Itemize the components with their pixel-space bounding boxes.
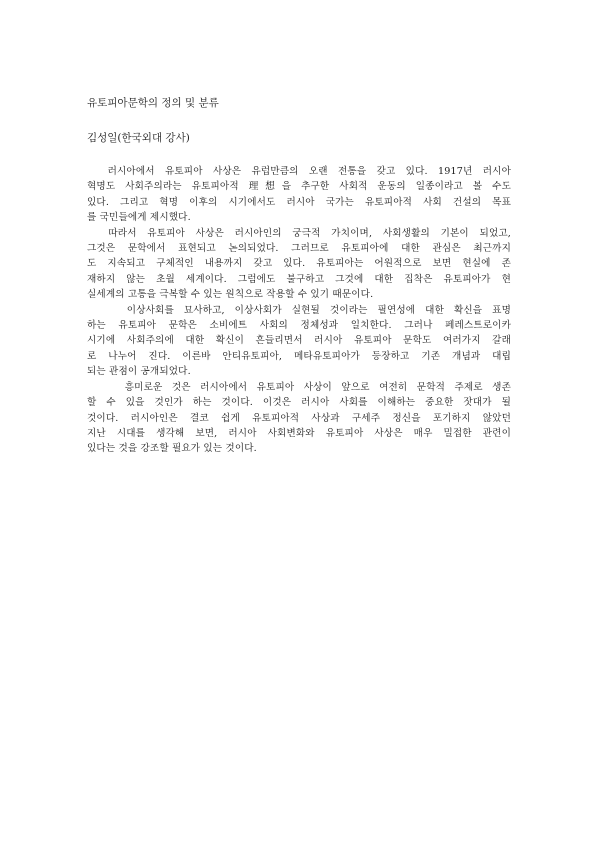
text-line: 따라서 유토피아 사상은 러시아인의 궁극적 가치이며, 사회생활의 기본이 되었고, — [87, 227, 511, 239]
document-author: 김성일(한국외대 강사) — [87, 132, 190, 144]
text-line: 이상사회를 묘사하고, 이상사회가 실현될 것이라는 필연성에 대한 확신을 표명 — [87, 304, 511, 316]
text-line: 되는 관점이 공개되었다. — [87, 366, 191, 378]
text-line: 도 지속되고 구체적인 내용까지 갖고 있다. 유토피아는 어원적으로 보면 현실에 존 — [87, 258, 511, 270]
document-body — [87, 164, 511, 457]
paragraph-2 — [87, 226, 511, 303]
text-line: 하는 유토피아 문학은 소비에트 사회의 정체성과 일치한다. 그러나 페레스트로이카 — [87, 320, 511, 332]
text-line: 할 수 있을 것인가 하는 것이다. 이것은 러시아 사회를 이해하는 중요한 잣대가 될 — [87, 397, 511, 409]
text-line: 그것은 문학에서 표현되고 논의되었다. 그러므로 유토피아에 대한 관심은 최근까지 — [87, 243, 511, 255]
text-line: 것이다. 러시아인은 결코 쉽게 유토피아적 사상과 구세주 정신을 포기하지 않았던 — [87, 412, 511, 424]
text-line: 혁명도 사회주의라는 유토피아적 理想을 추구한 사회적 운동의 일종이라고 볼 수도 — [87, 181, 511, 193]
text-line: 있다. 그리고 혁명 이후의 시기에서도 러시아 국가는 유토피아적 사회 건설의 목표 — [87, 196, 511, 208]
text-line: 지난 시대를 생각해 보면, 러시아 사회변화와 유토피아 사상은 매우 밀접한 관련이 — [87, 427, 511, 439]
text-line: 로 나누어 진다. 이른바 안티유토피아, 메타유토피아가 등장하고 기존 개념과 대립 — [87, 350, 511, 362]
text-line: 있다는 것을 강조할 필요가 있는 것이다. — [87, 443, 257, 455]
text-line: 재하지 않는 초월 세계이다. 그럼에도 불구하고 그것에 대한 집착은 유토피아가 현 — [87, 273, 511, 285]
text-line: 를 국민들에게 제시했다. — [87, 212, 191, 224]
document-title: 유토피아문학의 정의 및 분류 — [87, 97, 219, 109]
paragraph-3 — [87, 303, 511, 380]
text-line: 실세계의 고통을 극복할 수 있는 원칙으로 작용할 수 있기 때문이다. — [87, 289, 374, 301]
text-line: 러시아에서 유토피아 사상은 유럽만큼의 오랜 전통을 갖고 있다. 1917년 러시아 — [87, 166, 511, 177]
paragraph-1 — [87, 164, 511, 226]
text-line: 시기에 사회주의에 대한 확신이 흔들리면서 러시아 유토피아 문학도 여러가지 갈래 — [87, 335, 511, 347]
paragraph-4 — [87, 380, 511, 457]
document-page — [87, 96, 511, 457]
text-line: 흥미로운 것은 러시아에서 유토피아 사상이 앞으로 여전히 문학적 주제로 생존 — [87, 381, 511, 393]
